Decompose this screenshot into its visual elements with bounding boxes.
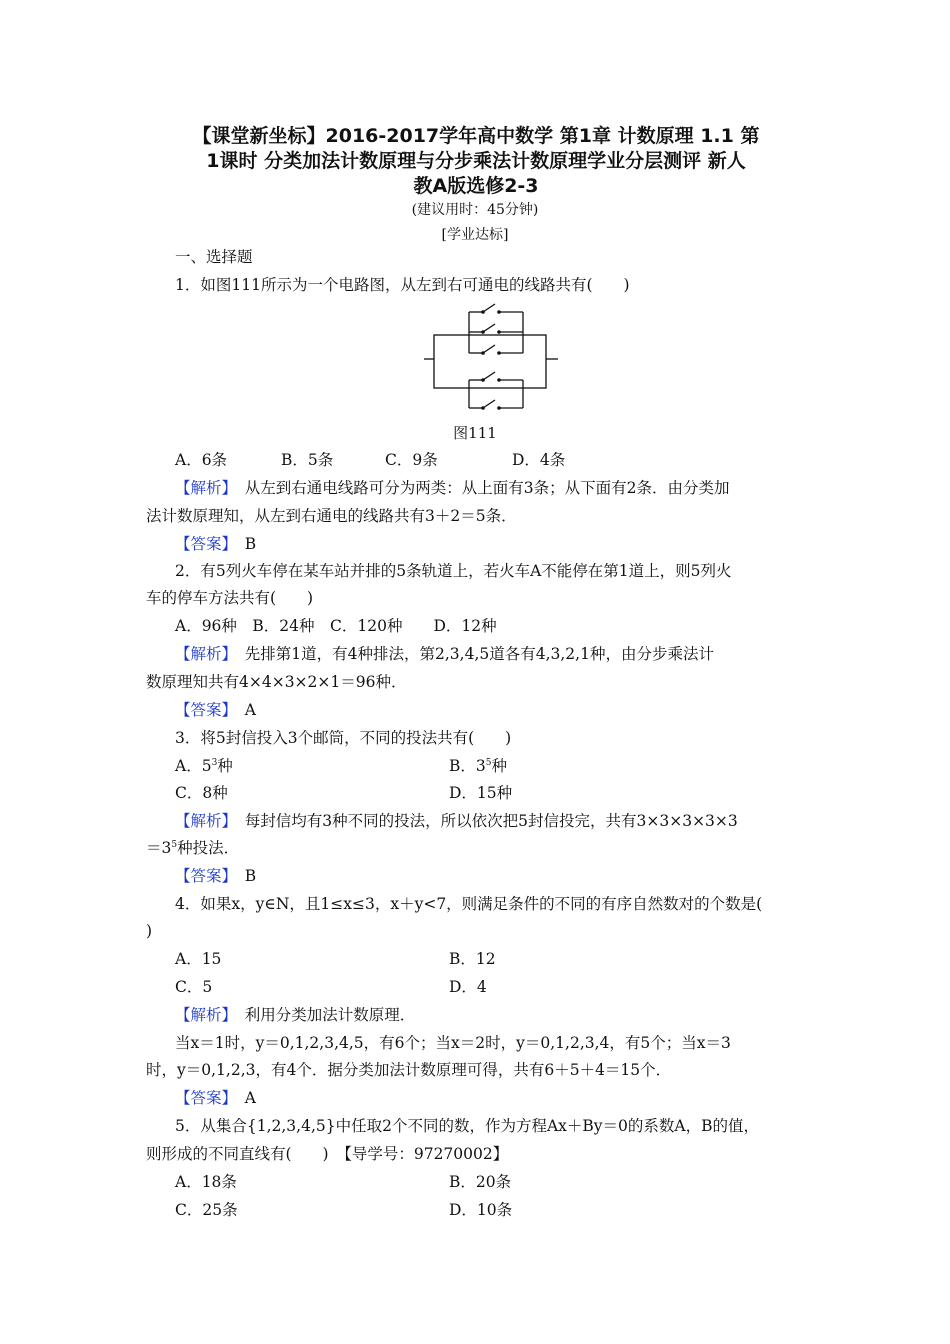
q4-stem-line-2: ): [146, 922, 153, 940]
q3-analysis-line-1: 每封信均有3种不同的投法，所以依次把5封信投完，共有3×3×3×3×3: [244, 812, 738, 830]
q1-option-b: B．5条: [281, 451, 334, 469]
level-heading: [学业达标]: [441, 227, 509, 243]
analysis-tag: 【解析】: [175, 1006, 230, 1024]
q2-stem-line-2: 车的停车方法共有( ): [146, 589, 314, 607]
analysis-tag: 【解析】: [175, 645, 230, 663]
q4-option-d: D．4: [449, 978, 487, 996]
title-line-1: 【课堂新坐标】2016-2017学年高中数学 第1章 计数原理 1.1 第: [192, 125, 760, 147]
q2-analysis-line-2: 数原理知共有4×4×3×2×1＝96种．: [146, 673, 407, 691]
q1-option-a: A．6条: [175, 451, 228, 469]
q2-answer-value: A: [244, 701, 256, 719]
q5-stem-line-2: 则形成的不同直线有( ) 【导学号：97270002】: [146, 1145, 509, 1163]
title-line-2: 1课时 分类加法计数原理与分步乘法计数原理学业分层测评 新人: [206, 150, 746, 172]
q3-analysis: [175, 809, 810, 833]
q4-option-b: B．12: [449, 950, 496, 968]
q1-answer-value: B: [244, 535, 257, 553]
figure-caption: 图111: [453, 424, 497, 442]
time-note: (建议用时：45分钟): [411, 202, 539, 218]
q3-option-c: C．8种: [175, 784, 228, 802]
q2-options: A．96种 B．24种 C．120种 D．12种: [175, 617, 497, 635]
q5-option-d: D．10条: [449, 1201, 513, 1219]
q5-option-a: A．18条: [175, 1173, 237, 1191]
q4-analysis-line-1: 利用分类加法计数原理．: [244, 1006, 416, 1024]
q3-option-b: B．$3^5$种: [449, 757, 508, 775]
q1-analysis-line-2: 法计数原理知，从左到右通电的线路共有3＋2＝5条．: [146, 507, 517, 525]
section-heading: 一、选择题: [175, 248, 253, 266]
q4-option-a: A．15: [175, 950, 222, 968]
answer-tag: 【答案】: [175, 867, 230, 885]
q3-option-d: D．15种: [449, 784, 513, 802]
q3-answer-value: B: [244, 867, 257, 885]
q1-analysis-line-1: 从左到右通电线路可分为两类：从上面有3条；从下面有2条．由分类加: [244, 479, 730, 497]
q4-analysis: [175, 1003, 810, 1027]
q2-analysis-line-1: 先排第1道，有4种排法，第2,3,4,5道各有4,3,2,1种，由分步乘法计: [244, 645, 714, 663]
q1-analysis: [175, 476, 810, 500]
q3-stem: 3．将5封信投入3个邮筒，不同的投法共有( ): [175, 729, 512, 747]
q4-analysis-line-2: 当x＝1时，y＝0,1,2,3,4,5，有6个；当x＝2时，y＝0,1,2,3,4，有5个；当x＝3: [175, 1034, 731, 1052]
q4-answer: [175, 1086, 810, 1110]
q5-option-b: B．20条: [449, 1173, 512, 1191]
q3-answer: [175, 864, 810, 888]
answer-tag: 【答案】: [175, 535, 230, 553]
analysis-tag: 【解析】: [175, 479, 230, 497]
q1-stem: 1．如图111所示为一个电路图，从左到右可通电的线路共有( ): [175, 276, 630, 294]
q1-option-c: C．9条: [385, 451, 438, 469]
q4-option-c: C．5: [175, 978, 213, 996]
circuit-diagram: [424, 300, 564, 418]
answer-tag: 【答案】: [175, 701, 230, 719]
q4-stem-line-1: 4．如果x，y∈N，且1≤x≤3，x＋y<7，则满足条件的不同的有序自然数对的个数是(: [175, 895, 763, 913]
q2-stem-line-1: 2．有5列火车停在某车站并排的5条轨道上，若火车A不能停在第1道上，则5列火: [175, 562, 732, 580]
q3-option-a: A．$5^3$种: [175, 757, 233, 775]
q4-analysis-line-3: 时，y＝0,1,2,3，有4个．据分类加法计数原理可得，共有6＋5＋4＝15个．: [146, 1061, 672, 1079]
q5-stem-line-1: 5．从集合{1,2,3,4,5}中任取2个不同的数，作为方程Ax＋By＝0的系数A，B的值，: [175, 1117, 759, 1135]
document-title: [140, 124, 812, 199]
title-line-3: 教A版选修2-3: [413, 175, 539, 197]
analysis-tag: 【解析】: [175, 812, 230, 830]
q1-answer: [175, 532, 810, 556]
q2-analysis: [175, 642, 810, 666]
q4-answer-value: A: [244, 1089, 256, 1107]
q2-answer: [175, 698, 810, 722]
q3-analysis-line-2: $=3^5$种投法．: [146, 839, 240, 857]
q5-option-c: C．25条: [175, 1201, 238, 1219]
q1-option-d: D．4条: [512, 451, 566, 469]
answer-tag: 【答案】: [175, 1089, 230, 1107]
